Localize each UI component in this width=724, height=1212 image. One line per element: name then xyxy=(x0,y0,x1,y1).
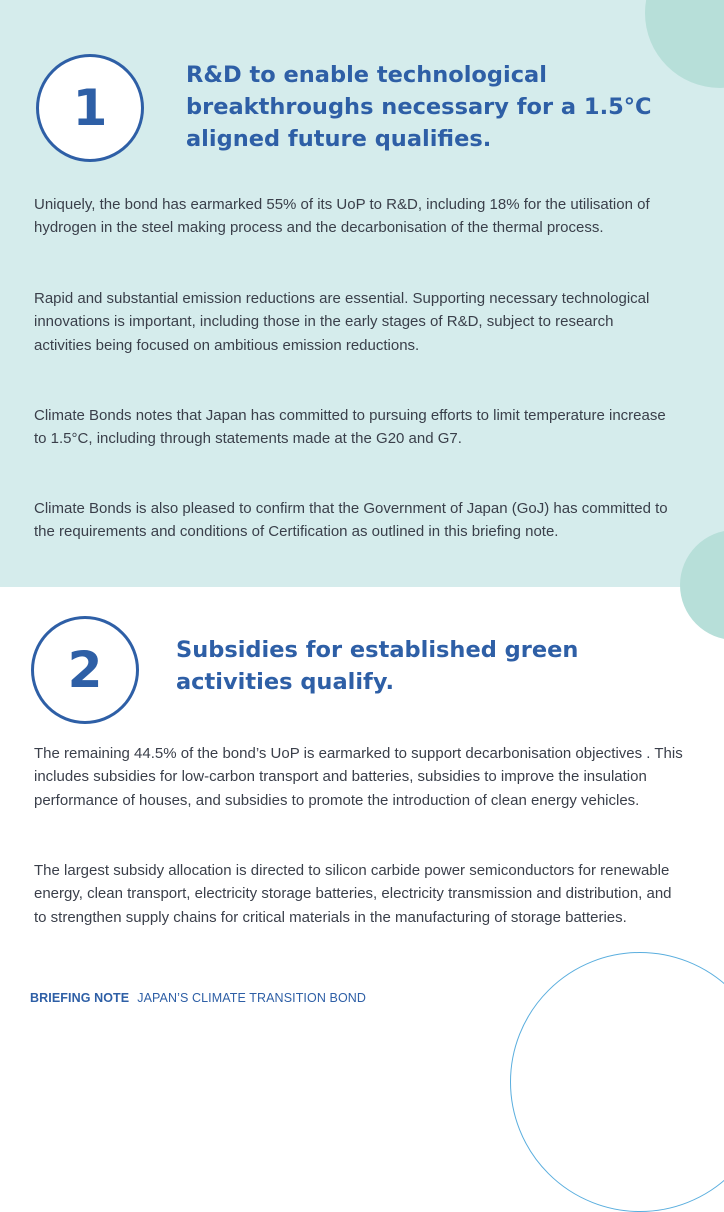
section-1-number-badge xyxy=(36,54,144,162)
section-1-title: R&D to enable technological breakthroughs necessary for a 1.5°C aligned future qualifies. xyxy=(186,62,652,152)
section-2-paragraph-2: The largest subsidy allocation is directed to silicon carbide power semiconductors for renewable energy, clean transport, electricity storage batteries, electricity transmission and distribution, and to strengthen supply chains for critical materials in the manufacturing of storage batteries. xyxy=(34,862,672,926)
footer-label: BRIEFING NOTE xyxy=(30,991,130,1005)
section-2-paragraph-1: The remaining 44.5% of the bond’s UoP is earmarked to support decarbonisation objectives . This includes subsidies for low-carbon transport and batteries, subsidies to improve the insulation performance of houses, and subsidies to promote the introduction of clean energy vehicles. xyxy=(34,745,683,809)
section-1-paragraph-4: Climate Bonds is also pleased to confirm that the Government of Japan (GoJ) has committed to the requirements and conditions of Certification as outlined in this briefing note. xyxy=(34,500,668,541)
section-1-paragraph-1: Uniquely, the bond has earmarked 55% of its UoP to R&D, including 18% for the utilisation of hydrogen in the steel making process and the decarbonisation of the thermal process. xyxy=(34,196,650,237)
footer-subtitle: JAPAN’S CLIMATE TRANSITION BOND xyxy=(137,991,367,1005)
section-2-number-badge xyxy=(31,616,139,724)
section-1-number: 1 xyxy=(72,79,108,137)
section-2-title: Subsidies for established green activities qualify. xyxy=(176,637,579,695)
decorative-circle-outline-bottom xyxy=(510,952,724,1212)
section-2-number: 2 xyxy=(67,641,103,699)
section-1-paragraph-3: Climate Bonds notes that Japan has committed to pursuing efforts to limit temperature increase to 1.5°C, including through statements made at the G20 and G7. xyxy=(34,407,666,448)
section-1-paragraph-2: Rapid and substantial emission reductions are essential. Supporting necessary technological innovations is important, including those in the early stages of R&D, subject to research activities being focused on ambitious emission reductions. xyxy=(34,290,650,354)
footer xyxy=(30,991,366,1005)
